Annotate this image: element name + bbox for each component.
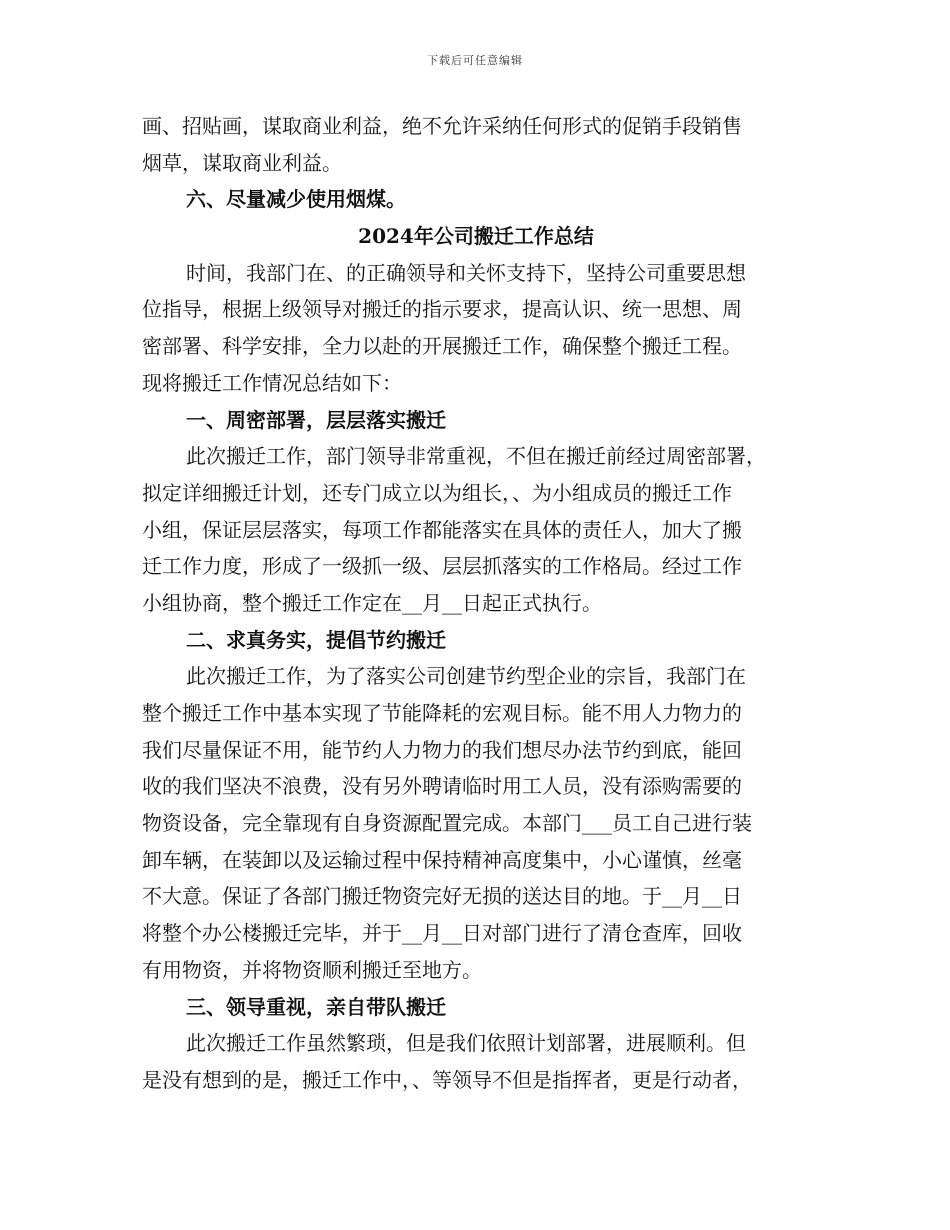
- paragraph-line: 小组，保证层层落实，每项工作都能落实在具体的责任人，加大了搬: [142, 517, 742, 542]
- paragraph-line: 小组协商，整个搬迁工作定在__月__日起正式执行。: [142, 590, 602, 615]
- paragraph-line: 我们尽量保证不用，能节约人力物力的我们想尽办法节约到底，能回: [142, 737, 742, 762]
- paragraph-line: 有用物资，并将物资顺利搬迁至地方。: [142, 957, 482, 982]
- document-body: [142, 108, 810, 1099]
- paragraph-line: 卸车辆，在装卸以及运输过程中保持精神高度集中，小心谨慎，丝毫: [142, 847, 742, 872]
- section-heading: 二、求真务实，提倡节约搬迁: [186, 627, 446, 652]
- paragraph-line: 将整个办公楼搬迁完毕，并于__月__日对部门进行了清仓查库，回收: [142, 921, 742, 946]
- paragraph-line: 此次搬迁工作，为了落实公司创建节约型企业的宗旨，我部门在: [186, 664, 746, 689]
- paragraph-line: 此次搬迁工作，部门领导非常重视，不但在搬迁前经过周密部署，: [186, 444, 766, 469]
- paragraph-line: 位指导，根据上级领导对搬迁的指示要求，提高认识、统一思想、周: [142, 297, 742, 322]
- paragraph-line: 时间，我部门在、的正确领导和关怀支持下，坚持公司重要思想: [186, 260, 746, 285]
- paragraph-line: 整个搬迁工作中基本实现了节能降耗的宏观目标。能不用人力物力的: [142, 701, 742, 725]
- paragraph-line: 不大意。保证了各部门搬迁物资完好无损的送达目的地。于__月__日: [142, 884, 742, 909]
- section-heading: 一、周密部署，层层落实搬迁: [186, 407, 446, 432]
- paragraph-line: 物资设备，完全靠现有自身资源配置完成。本部门___员工自己进行装: [142, 811, 752, 836]
- section-heading: 六、尽量减少使用烟煤。: [186, 187, 406, 212]
- paragraph-line: 拟定详细搬迁计划，还专门成立以为组长，、为小组成员的搬迁工作: [142, 480, 732, 505]
- document-title: 2024年公司搬迁工作总结: [358, 224, 594, 249]
- paragraph-line: 现将搬迁工作情况总结如下：: [142, 370, 402, 395]
- paragraph-line: 画、招贴画，谋取商业利益，绝不允许采纳任何形式的促销手段销售: [142, 114, 742, 138]
- paragraph-line: 迁工作力度，形成了一级抓一级、层层抓落实的工作格局。经过工作: [142, 554, 742, 579]
- page-header: 下载后可任意编辑: [427, 54, 523, 67]
- paragraph-line: 此次搬迁工作虽然繁琐，但是我们依照计划部署，进展顺利。但: [186, 1031, 746, 1056]
- paragraph-line: 烟草，谋取商业利益。: [142, 150, 342, 175]
- paragraph-line: 是没有想到的是，搬迁工作中，、等领导不但是指挥者，更是行动者，: [142, 1067, 752, 1092]
- paragraph-line: 收的我们坚决不浪费，没有另外聘请临时用工人员，没有添购需要的: [142, 774, 742, 799]
- section-heading: 三、领导重视，亲自带队搬迁: [186, 994, 446, 1019]
- paragraph-line: 密部署、科学安排，全力以赴的开展搬迁工作，确保整个搬迁工程。: [142, 334, 742, 359]
